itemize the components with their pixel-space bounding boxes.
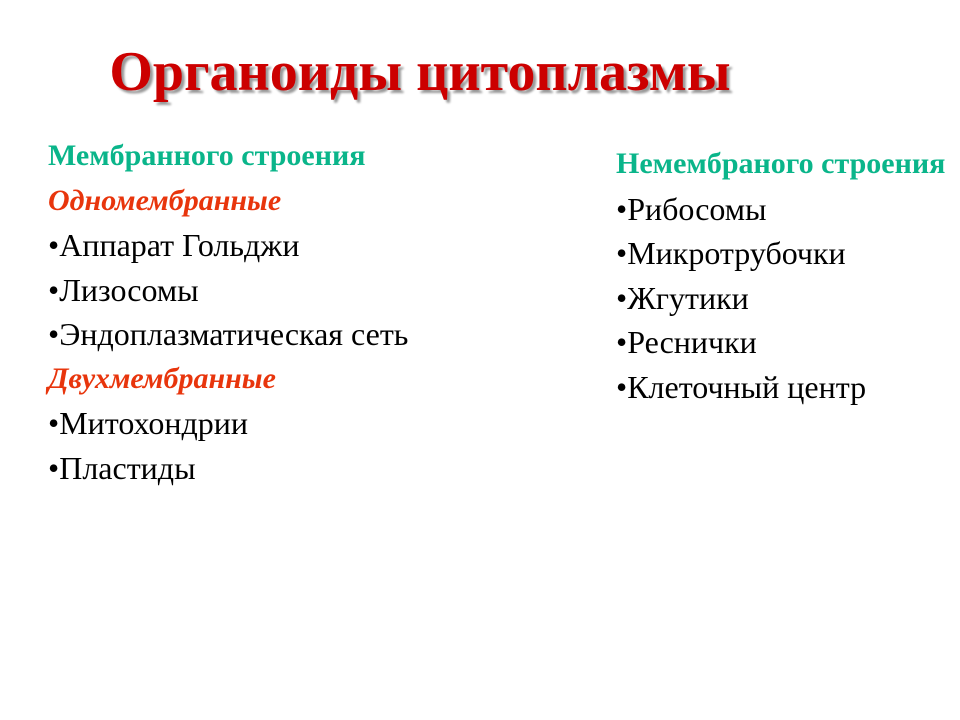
list-item-cell-center: •Клеточный центр [616,368,867,405]
list-item-flagella: •Жгутики [616,279,749,316]
list-item-golgi: •Аппарат Гольджи [48,227,300,263]
slide-title: Органоиды цитоплазмы [109,41,731,103]
non-membrane-structure-heading: Немембраного строения [616,147,946,180]
list-item-mitochondria: •Митохондрии [48,405,248,441]
list-item-plastids: •Пластиды [48,449,196,486]
membrane-organelles-column [48,134,428,490]
list-item-er: •Эндоплазматическая сеть [48,316,409,352]
non-membrane-organelles-column [616,142,946,409]
single-membrane-heading: Одномембранные [48,183,282,217]
list-item-microtubules: •Микротрубочки [616,235,846,271]
list-item-ribosomes: •Рибосомы [616,190,767,227]
list-item-cilia: •Реснички [616,324,757,360]
membrane-structure-heading: Мембранного строения [48,139,366,172]
list-item-lysosomes: •Лизосомы [48,271,199,308]
double-membrane-heading: Двухмембранные [48,361,276,395]
